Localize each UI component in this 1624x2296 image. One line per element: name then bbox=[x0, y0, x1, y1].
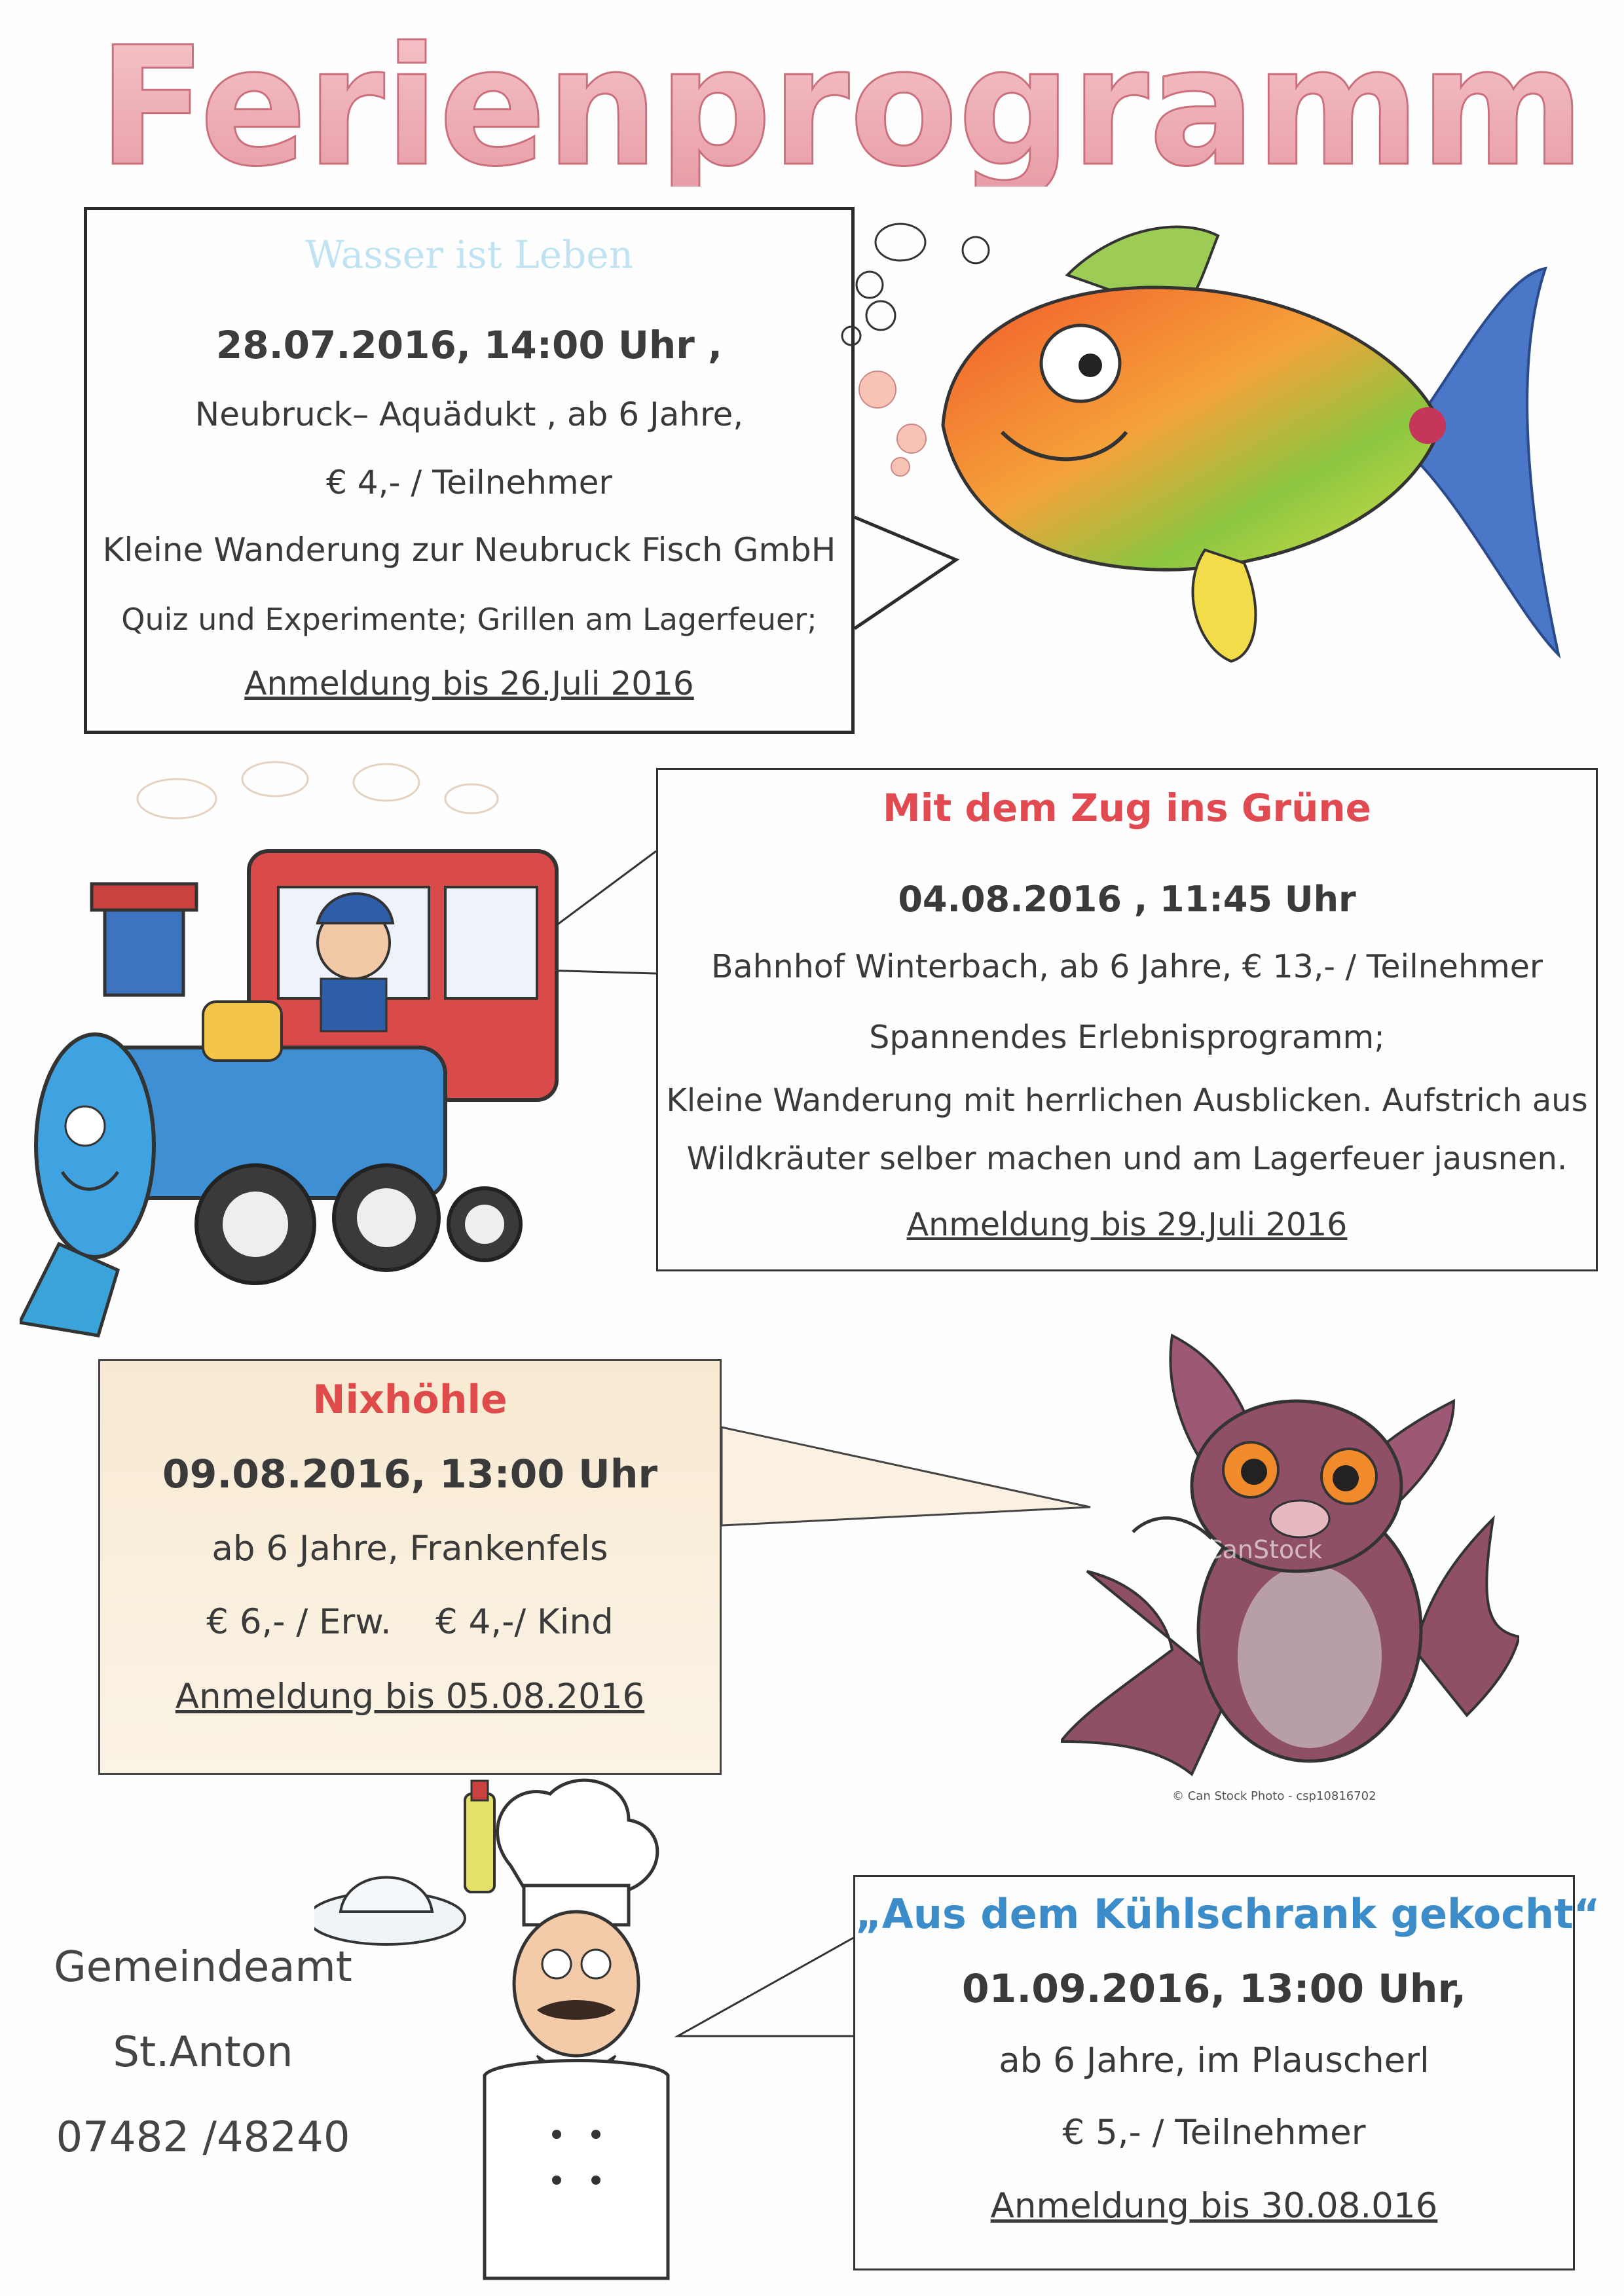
contact-office: Gemeindeamt bbox=[54, 1943, 352, 1992]
event-price: € 4,- / Teilnehmer bbox=[326, 464, 612, 501]
event-description: Kleine Wanderung zur Neubruck Fisch GmbH bbox=[102, 531, 836, 569]
event-registration: Anmeldung bis 30.08.016 bbox=[990, 2186, 1438, 2226]
event-datetime: 28.07.2016, 14:00 Uhr , bbox=[215, 323, 723, 367]
event-box-wasser bbox=[84, 207, 855, 734]
contact-town: St.Anton bbox=[113, 2028, 293, 2077]
train-illustration bbox=[20, 753, 609, 1342]
event-registration: Anmeldung bis 05.08.2016 bbox=[175, 1677, 645, 1717]
event-datetime: 01.09.2016, 13:00 Uhr, bbox=[961, 1966, 1467, 2012]
event-registration: Anmeldung bis 29.Juli 2016 bbox=[906, 1206, 1348, 1243]
watermark-text: © CanStock bbox=[1172, 1535, 1323, 1564]
event-heading: Wasser ist Leben bbox=[305, 232, 633, 277]
event-description: Spannendes Erlebnisprogramm; bbox=[869, 1019, 1385, 1056]
event-description: Kleine Wanderung mit herrlichen Ausblicken. Aufstrich aus bbox=[666, 1082, 1588, 1119]
event-location: ab 6 Jahre, Frankenfels bbox=[212, 1529, 608, 1569]
contact-phone: 07482 /48240 bbox=[56, 2113, 350, 2162]
image-credit: © Can Stock Photo - csp10816702 bbox=[1172, 1789, 1376, 1803]
event-datetime: 04.08.2016 , 11:45 Uhr bbox=[898, 879, 1356, 920]
event-box-nixhoehle bbox=[98, 1359, 722, 1775]
event-datetime: 09.08.2016, 13:00 Uhr bbox=[162, 1451, 658, 1497]
chef-illustration bbox=[314, 1768, 681, 2291]
event-box-kochen bbox=[853, 1875, 1600, 2270]
bubble-icon bbox=[842, 224, 989, 345]
event-description: Quiz und Experimente; Grillen am Lagerfeuer; bbox=[121, 602, 817, 637]
event-description: Wildkräuter selber machen und am Lagerfeuer jausnen. bbox=[686, 1140, 1568, 1177]
event-registration: Anmeldung bis 26.Juli 2016 bbox=[244, 665, 694, 702]
event-box-zug bbox=[656, 768, 1598, 1271]
event-price: € 5,- / Teilnehmer bbox=[1062, 2113, 1366, 2153]
fish-illustration bbox=[838, 196, 1611, 694]
event-location: ab 6 Jahre, im Plauscherl bbox=[999, 2041, 1430, 2081]
bat-illustration bbox=[1061, 1322, 1519, 1781]
event-price: € 6,- / Erw. € 4,-/ Kind bbox=[206, 1602, 614, 1642]
event-heading: Nixhöhle bbox=[312, 1377, 507, 1423]
title-text: Ferienprogramm bbox=[98, 36, 1585, 187]
event-location: Neubruck– Aquädukt , ab 6 Jahre, bbox=[194, 395, 744, 433]
event-location: Bahnhof Winterbach, ab 6 Jahre, € 13,- / Teilnehmer bbox=[710, 948, 1543, 985]
event-heading: Mit dem Zug ins Grüne bbox=[882, 786, 1372, 830]
event-heading: „Aus dem Kühlschrank gekocht“ bbox=[855, 1890, 1600, 1938]
